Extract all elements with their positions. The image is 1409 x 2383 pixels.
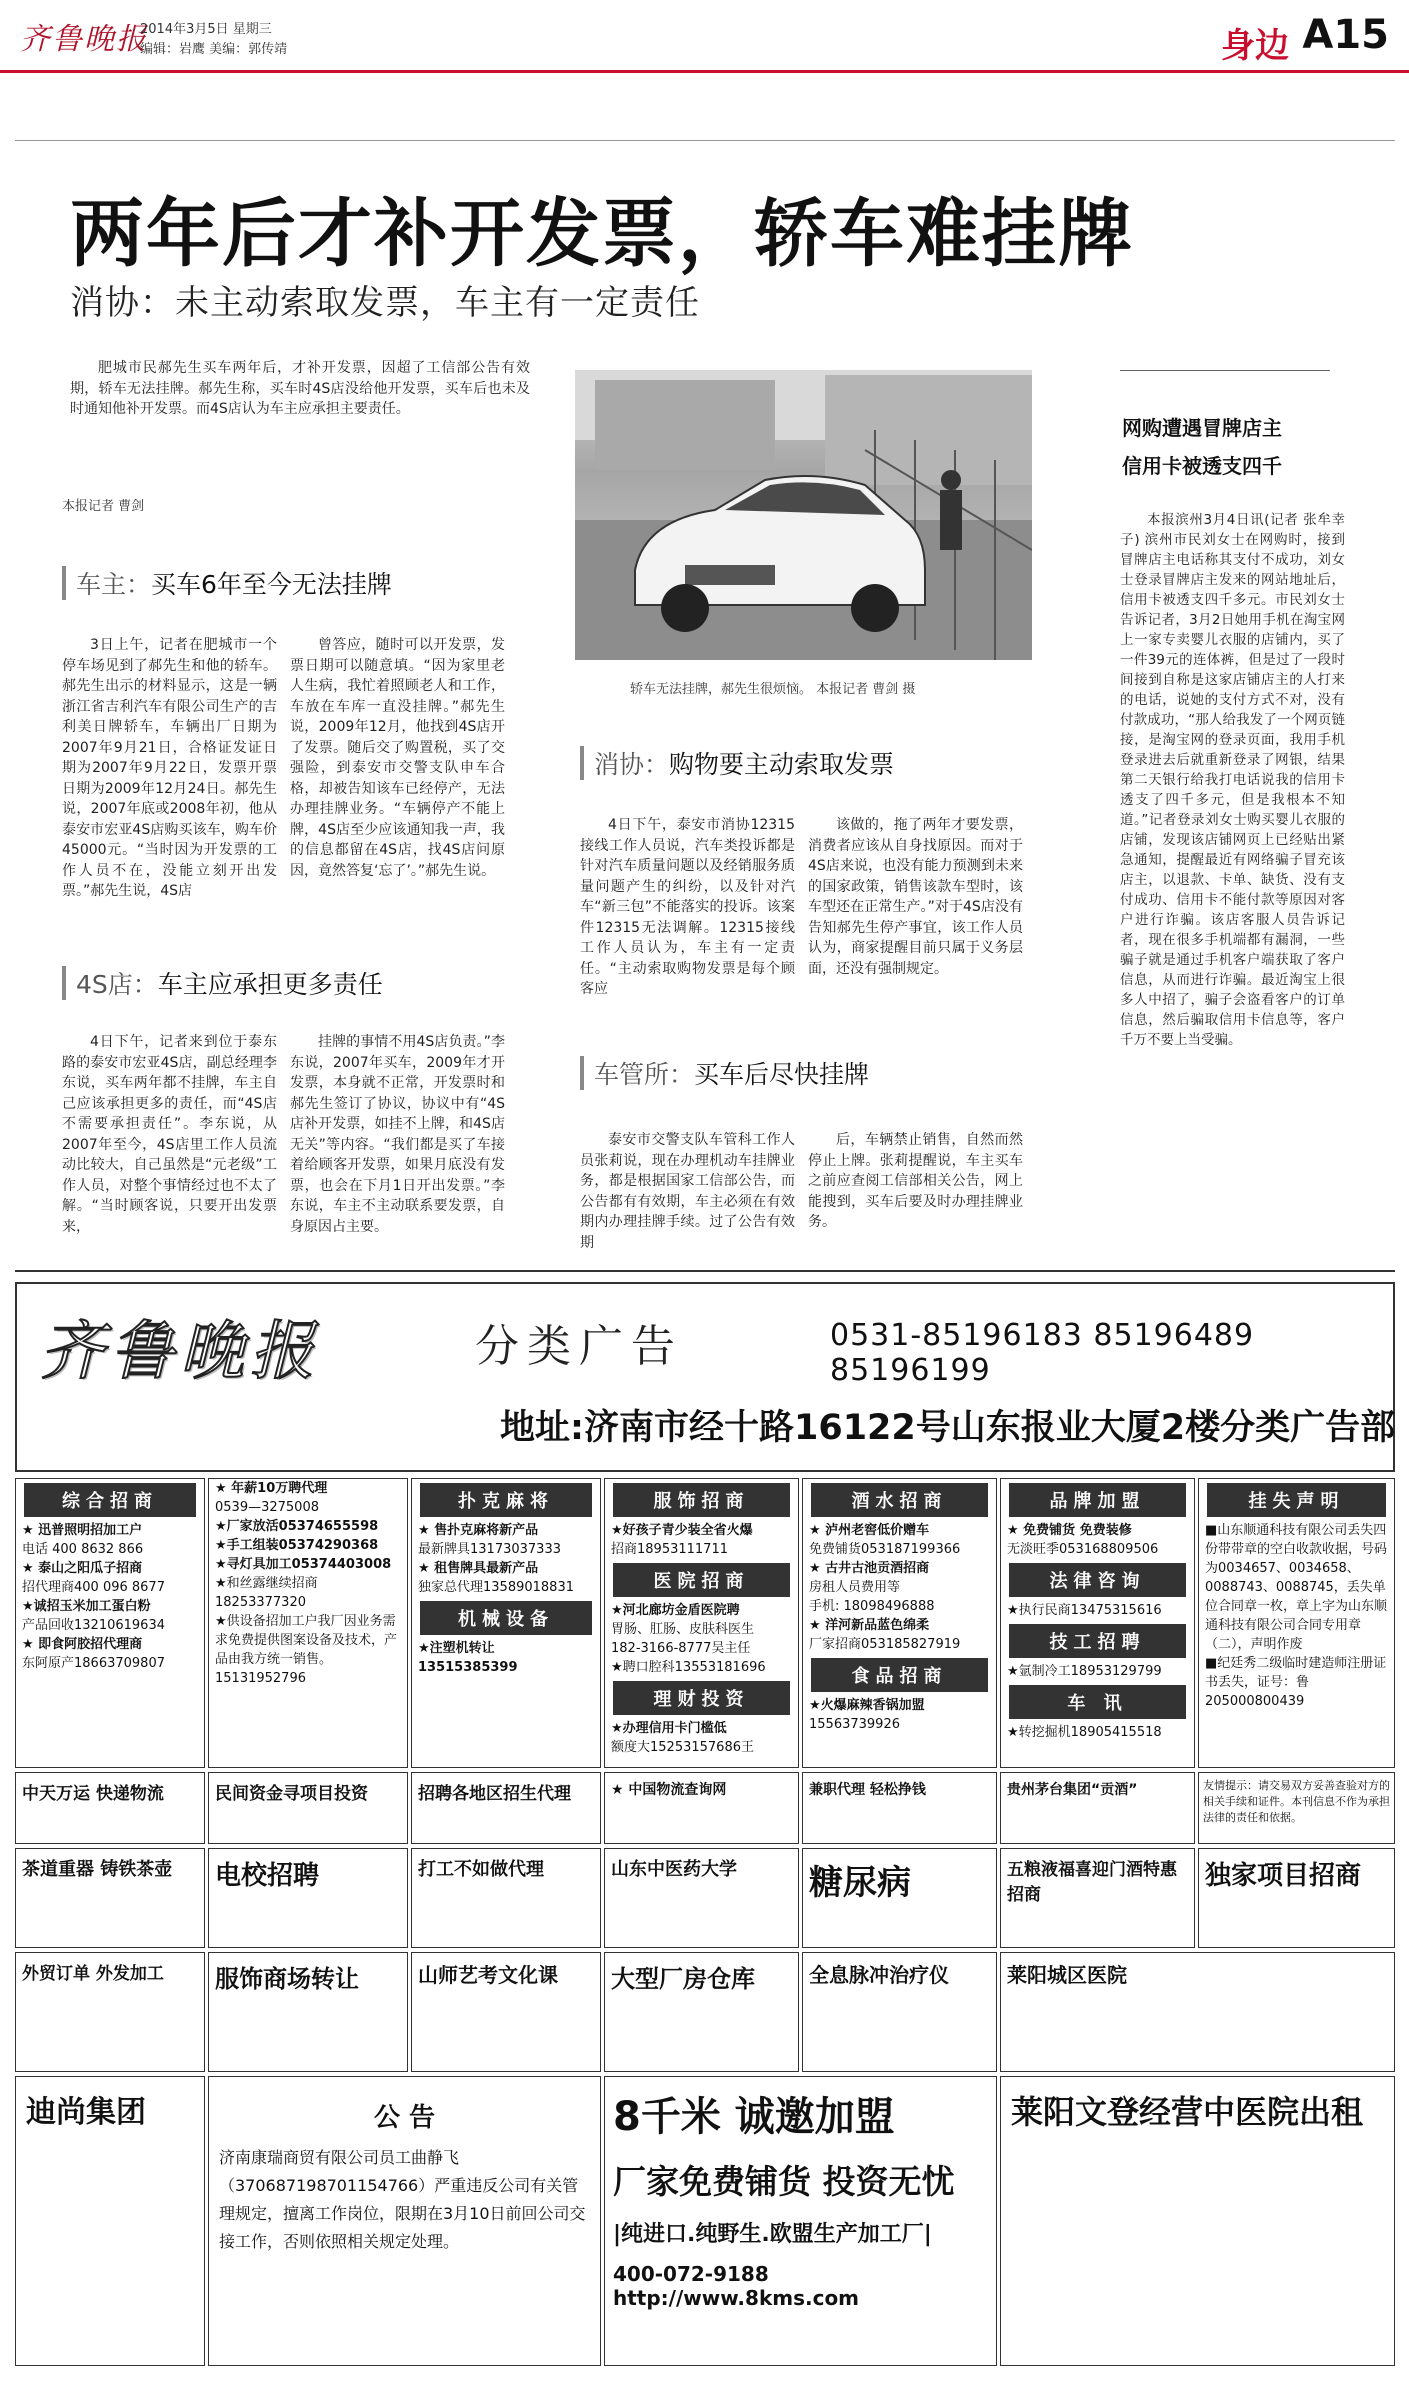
ad-category: 服饰招商 — [613, 1483, 790, 1517]
ad-line: ★注塑机转让13515385399 — [418, 1641, 518, 1675]
section4-col1: 泰安市交警支队车管科工作人员张莉说，现在办理机动车挂牌业务，都是根据国家工信部公告，而公告都有有效期，车主必须在有效期内办理挂牌手续。过了公告有效期 — [580, 1132, 795, 1251]
ad-col-jiushui — [802, 1478, 997, 1768]
ad-line: 招代理商400 096 8677 — [22, 1580, 165, 1595]
page-number: A15 — [1302, 12, 1389, 58]
ad-category: 法律咨询 — [1009, 1563, 1186, 1597]
section-kicker: 4S店： — [76, 970, 158, 999]
article-lead: 肥城市民郝先生买车两年后，才补开发票，因超了工信部公告有效期，轿车无法挂牌。郝先生称，买车时4S店没给他开发票，买车后也未及时通知他补开发票。而4S店认为车主应承担主要责任。 — [70, 360, 530, 417]
ad-line: ★和丝露继续招商 — [215, 1576, 318, 1591]
ad-col-pinpai — [1000, 1478, 1195, 1768]
ad-box: 五粮液福喜迎门酒特惠招商 — [1000, 1848, 1195, 1948]
ad-line: ★河北廊坊金盾医院聘 — [611, 1603, 740, 1618]
section-kicker: 车管所： — [594, 1060, 695, 1089]
ad-box: 服饰商场转让 — [208, 1952, 408, 2072]
ad-col-zonghe — [15, 1478, 205, 1768]
ad-box: 打工不如做代理 — [411, 1848, 601, 1948]
ad-box: 中天万运 快递物流 — [15, 1772, 205, 1844]
ad-box: 茶道重器 铸铁茶壶 — [15, 1848, 205, 1948]
ad-category: 技工招聘 — [1009, 1624, 1186, 1658]
ads-divider — [15, 1270, 1395, 1272]
sidebar-title-line2: 信用卡被透支四千 — [1122, 454, 1282, 478]
ad-category: 理财投资 — [613, 1681, 790, 1715]
ad-box: 民间资金寻项目投资 — [208, 1772, 408, 1844]
section-bar — [62, 566, 66, 600]
ad-box-notice — [208, 2076, 601, 2366]
section2-col2: 挂牌的事情不用4S店负责。”李东说，2007年买车，2009年才开发票，本身就不正常，开发票时和郝先生签订了协议，协议中有“4S店补开发票，如挂不上牌，和4S店无关”等内容。“我们都是买了车接着给顾客开发票，如果月底没有发票，也会在下月1日开出发票。”李东说，车主不主动联系要发票，自身原因占主要。 — [290, 1034, 505, 1235]
photo-caption: 轿车无法挂牌，郝先生很烦恼。 本报记者 曹剑 摄 — [630, 682, 916, 697]
car-illustration — [575, 370, 1032, 660]
section-kicker: 消协： — [594, 750, 670, 779]
ad-box: 独家项目招商 — [1198, 1848, 1395, 1948]
ad-box: 外贸订单 外发加工 — [15, 1952, 205, 2072]
ad-line: 电话 400 8632 866 — [22, 1542, 144, 1557]
ad-line: 15563739926 — [809, 1717, 900, 1732]
ad-line: ★手工组装05374290368 — [215, 1538, 379, 1553]
ad-line: ★ 即食阿胶招代理商 — [22, 1637, 143, 1652]
ad-box: 友情提示：请交易双方妥善查验对方的相关手续和证件。本刊信息不作为承担法律的责任和依据。 — [1198, 1772, 1395, 1844]
ad-line: ★转挖掘机18905415518 — [1007, 1725, 1162, 1740]
newspaper-logo: 齐鲁晚报 — [20, 22, 148, 57]
ad-line: 额度大15253157686王 — [611, 1740, 754, 1755]
ad-category: 机械设备 — [420, 1601, 592, 1635]
section3-col1: 4日下午，泰安市消协12315接线工作人员说，汽车类投诉都是针对汽车质量问题以及经销服务质量问题产生的纠纷，以及针对汽车“新三包”不能落实的投诉。该案件12315无法调解。12315接线工作人员认为，车主有一定责任。“主动索取购物发票是每个顾客应 — [580, 817, 795, 997]
ad-8kms-contact: 400-072-9188 http://www.8kms.com — [613, 2262, 860, 2310]
ad-box: 电校招聘 — [208, 1848, 408, 1948]
section-heading-consumer — [580, 745, 894, 781]
ad-line: 胃肠、肛肠、皮肤科医生 — [611, 1622, 755, 1637]
ad-line: ★ 租售牌具最新产品 — [418, 1561, 539, 1576]
ad-category: 综合招商 — [24, 1483, 196, 1517]
ad-line: ★氩制冷工18953129799 — [1007, 1664, 1162, 1679]
ad-line: 东阿原产18663709807 — [22, 1656, 165, 1671]
sidebar-title-line1: 网购遭遇冒牌店主 — [1122, 416, 1282, 440]
ad-line: ★ 洋河新品蓝色绵柔 — [809, 1618, 930, 1633]
notice-body: 济南康瑞商贸有限公司员工曲静飞（370687198701154766）严重违反公司有关管理规定，擅离工作岗位，限期在3月10日前回公司交接工作，否则依照相关规定处理。 — [219, 2148, 586, 2251]
ad-line: 无淡旺季053168809506 — [1007, 1542, 1159, 1557]
editors-credit: 编辑：岩鹰 美编：郭传靖 — [140, 42, 288, 57]
ad-line: 厂家招商053185827919 — [809, 1637, 961, 1652]
ad-line: ★执行民商13475315616 — [1007, 1603, 1162, 1618]
ad-col-guashi — [1198, 1478, 1395, 1768]
ad-box: 兼职代理 轻松挣钱 — [802, 1772, 997, 1844]
ad-box-laiyang: 莱阳文登经营中医院出租 — [1000, 2076, 1395, 2366]
ad-line: ★火爆麻辣香锅加盟 — [809, 1698, 925, 1713]
top-divider — [15, 140, 1395, 141]
section1-col2: 曾答应，随时可以开发票，发票日期可以随意填。“因为家里老人生病，我忙着照顾老人和工作，车放在车库一直没挂牌。”郝先生说，2009年12月，他找到4S店开了发票。随后交了购置税，买了交强险，到泰安市交警支队申车合格，却被告知该车已经停产，无法办理挂牌业务。“车辆停产不能上牌，4S店至少应该通知我一声，我的信息都留在4S店，找4S店问原因，竟然答复‘忘了’。”郝先生说。 — [290, 637, 505, 879]
ad-col-poker — [411, 1478, 601, 1768]
ad-category: 食品招商 — [811, 1658, 988, 1692]
ad-box: 莱阳城区医院 — [1000, 1952, 1395, 2072]
ad-line: ★寻灯具加工05374403008 — [215, 1557, 392, 1572]
article-headline: 两年后才补开发票，轿车难挂牌 — [70, 191, 1134, 277]
ad-box: 大型厂房仓库 — [604, 1952, 799, 2072]
ad-category: 车 讯 — [1009, 1685, 1186, 1719]
ad-box: 贵州茅台集团“贡酒” — [1000, 1772, 1195, 1844]
sidebar-body: 本报滨州3月4日讯(记者 张牟幸子) 滨州市民刘女士在网购时，接到冒牌店主电话称其支付不成功，刘女士登录冒牌店主发来的网站地址后，信用卡被透支四千多元。市民刘女士告诉记者，3月2日她用手机在淘宝网上一家专卖婴儿衣服的店铺内，买了一件39元的连体裤，但是过了一段时间接到自称是这家店铺店主的人打来的电话，说她的支付方式不对，没有付款成功，“那人给我发了一个网页链接，是淘宝网的登录页面，我用手机登录进去后就重新登录了网银，结果第二天银行给我打电话说我的信用卡透支了四千多元，但是我根本不知道。”记者登录刘女士购买婴儿衣服的店铺，发现该店铺网页上已经贴出紧急通知，提醒最近有网络骗子冒充该店主，以退款、卡单、缺货、没有支付成功、信用卡不能付款等原因对客户进行诈骗。该店客服人员告诉记者，现在很多手机端都有漏洞，一些骗子就是通过手机客户端获取了客户信息，从而进行诈骗。最近淘宝上很多人中招了，骗子会盗看客户的订单信息，然后骗取信用卡信息等，客户千万不要上当受骗。 — [1120, 512, 1345, 1048]
classified-title: 分类广告 — [475, 1321, 683, 1372]
ad-line: ★ 泸州老窖低价赠车 — [809, 1523, 930, 1538]
ad-col-jobs — [208, 1478, 408, 1768]
ad-line: ★办理信用卡门槛低 — [611, 1721, 727, 1736]
section-bar — [62, 966, 66, 1000]
section2-col1: 4日下午，记者来到位于泰东路的泰安市宏亚4S店，副总经理李东说，买车两年都不挂牌，车主自己应该承担更多的责任，而“4S店不需要承担责任”。李东说，从2007年至今，4S店里工作人员流动比较大，自己虽然是“元老级”工作人员，对整个事情经过也不太了解。“当时顾客说，只要开出发票来， — [62, 1034, 277, 1235]
classified-phones: 0531-85196183 85196489 85196199 — [830, 1318, 1255, 1388]
ad-line: 最新牌具13173037333 — [418, 1542, 561, 1557]
section-bar — [580, 746, 584, 780]
ad-line: 18253377320 — [215, 1595, 306, 1610]
section-title: 车主应承担更多责任 — [157, 970, 383, 999]
ad-category: 挂失声明 — [1207, 1483, 1386, 1517]
ad-8kms-line: |纯进口.纯野生.欧盟生产加工厂| — [613, 2222, 932, 2247]
ad-line: ★ 免费铺货 免费装修 — [1007, 1523, 1132, 1538]
issue-date: 2014年3月5日 星期三 — [140, 22, 272, 37]
ad-line: ★ 年薪10万聘代理 — [215, 1481, 328, 1496]
ad-category: 酒水招商 — [811, 1483, 988, 1517]
ad-box: 糖尿病 — [802, 1848, 997, 1948]
ad-8kms-line: 厂家免费铺货 投资无忧 — [613, 2162, 955, 2201]
section-kicker: 车主： — [76, 570, 152, 599]
ad-line: ★ 泰山之阳瓜子招商 — [22, 1561, 143, 1576]
section-heading-dealer — [62, 965, 383, 1001]
ad-line: ■山东顺通科技有限公司丢失四份带带章的空白收款收据，号码为0034657、0034658、0088743、0088745，丢失单位合同章一枚，章上字为山东顺通科技有限公司合同专用章（二），声明作废 — [1205, 1523, 1388, 1652]
notice-title: 公 告 — [373, 2103, 436, 2133]
ad-line: 产品回收13210619634 — [22, 1618, 165, 1633]
section4-col2: 后，车辆禁止销售，自然而然停止上牌。张莉提醒说，车主买车之前应查阅工信部相关公告，网上能搜到，买车后要及时办理挂牌业务。 — [808, 1132, 1023, 1230]
ad-line: 0539—3275008 — [215, 1500, 319, 1515]
ad-box-8kms — [604, 2076, 997, 2366]
ad-line: ■纪廷秀二级临时建造师注册证书丢失，证号：鲁205000800439 — [1205, 1656, 1387, 1709]
ad-line: 独家总代理13589018831 — [418, 1580, 574, 1595]
ad-line: ★聘口腔科13553181696 — [611, 1660, 766, 1675]
sidebar-rule — [1120, 370, 1330, 371]
ad-box: 招聘各地区招生代理 — [411, 1772, 601, 1844]
section1-col1: 3日上午，记者在肥城市一个停车场见到了郝先生和他的轿车。郝先生出示的材料显示，这是一辆浙江省吉利汽车有限公司生产的吉利美日牌轿车，车辆出厂日期为2007年9月21日，合格证发证日期为2007年9月22日，发票开票日期为2009年12月24日。郝先生说，2007年底或2008年初，他从泰安市宏亚4S店购买该车，购车价45000元。“当时因为开发票的工作人员不在，没能立刻开出发票。”郝先生说，4S店 — [62, 637, 277, 899]
ad-category: 品牌加盟 — [1009, 1483, 1186, 1517]
ad-line: ★ 迅普照明招加工户 — [22, 1523, 143, 1538]
ad-line: 房租人员费用等 — [809, 1580, 901, 1595]
article-byline: 本报记者 曹剑 — [62, 499, 145, 514]
ad-box: 全息脉冲治疗仪 — [802, 1952, 997, 2072]
ad-box: 山东中医药大学 — [604, 1848, 799, 1948]
ad-line: 182-3166-8777吴主任 — [611, 1641, 751, 1656]
section-title: 买车6年至今无法挂牌 — [151, 570, 392, 599]
ad-line: ★好孩子青少装全省火爆 — [611, 1523, 753, 1538]
section-title: 买车后尽快挂牌 — [694, 1060, 870, 1089]
section-name: 身边 — [1221, 26, 1289, 66]
section-title: 购物要主动索取发票 — [669, 750, 895, 779]
ad-line: 免费铺货053187199366 — [809, 1542, 961, 1557]
ad-line: ★厂家放活05374655598 — [215, 1519, 379, 1534]
classified-logo: 齐鲁晚报 — [40, 1315, 320, 1389]
ad-category: 医院招商 — [613, 1563, 790, 1597]
ad-line: ★ 古井古池贡酒招商 — [809, 1561, 930, 1576]
ad-box: ★ 中国物流查询网 — [604, 1772, 799, 1844]
ad-line: 手机: 18098496888 — [809, 1599, 935, 1614]
ad-category: 扑克麻将 — [420, 1483, 592, 1517]
ad-line: ★诚招玉米加工蛋白粉 — [22, 1599, 151, 1614]
section-bar — [580, 1056, 584, 1090]
ad-line: ★供设备招加工户我厂因业务需求免费提供图案设备及技术，产品由我方统一销售。15131952796 — [215, 1614, 398, 1686]
section-heading-dmv — [580, 1055, 869, 1091]
section3-col2: 该做的，拖了两年才要发票，消费者应该从自身找原因。而对于4S店来说，也没有能力预测到未来的国家政策，销售该款车型时，该车型还在正常生产。”对于4S店没有告知郝先生停产事宜，该工作人员认为，商家提醒目前只属于义务层面，还没有强制规定。 — [808, 817, 1023, 977]
ad-col-fushi — [604, 1478, 799, 1768]
classified-address: 地址:济南市经十路16122号山东报业大厦2楼分类广告部 — [500, 1408, 1396, 1448]
ad-line: 招商18953111711 — [611, 1542, 728, 1557]
car-photo — [575, 370, 1032, 660]
masthead-rule — [0, 70, 1409, 73]
ad-8kms-title: 8千米 诚邀加盟 — [613, 2094, 895, 2140]
section-heading-owner — [62, 565, 392, 601]
ad-box-dishang: 迪尚集团 — [15, 2076, 205, 2366]
article-subhead: 消协：未主动索取发票，车主有一定责任 — [70, 283, 700, 323]
ad-box: 山师艺考文化课 — [411, 1952, 601, 2072]
ad-line: ★ 售扑克麻将新产品 — [418, 1523, 539, 1538]
